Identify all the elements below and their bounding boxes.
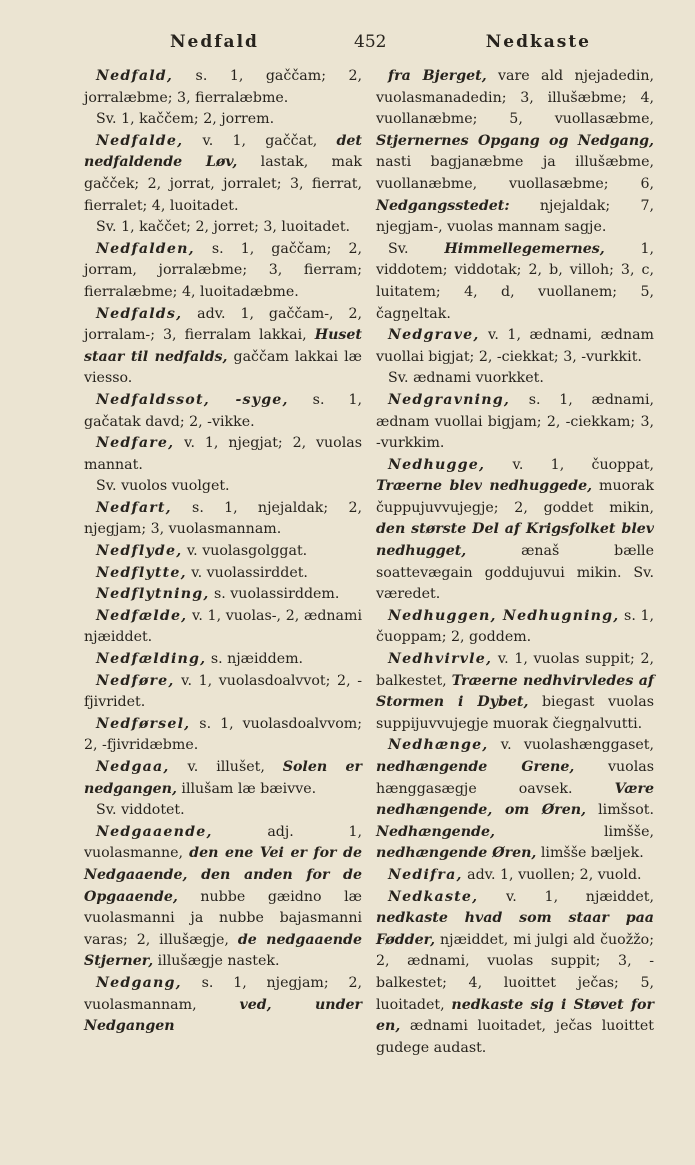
headword: Nedgaaende, (96, 823, 213, 840)
entry-text: v. 1, njegjat; 2, vuolas mannat. (84, 435, 362, 473)
example: Være nedhængende, om Øren, (376, 780, 654, 819)
headword: Nedhuggen, Nedhugning, (388, 607, 620, 624)
dictionary-entry (84, 109, 362, 131)
headword: Nedgrave, (388, 327, 480, 344)
example: fra Bjerget, (388, 68, 487, 84)
entry-text: v. 1, vuolas-, 2, ædnami njæiddet. (84, 607, 362, 646)
entry-text: v. 1, ædnami, ædnam vuollai bigjat; 2, -ciekkat; 3, -vurkkit. (376, 327, 654, 365)
example: Nedhængende, (376, 823, 495, 840)
dictionary-entry (376, 606, 654, 649)
dictionary-entry (376, 390, 654, 455)
headword: Nedføre, (96, 672, 175, 689)
example: det nedfaldende Løv, (84, 132, 362, 171)
headword: Nedkaste, (388, 888, 479, 905)
headword: Nedhugge, (388, 456, 486, 473)
entry-text: s. njæiddem. (206, 651, 304, 668)
headword: Nedhvirvle, (388, 651, 493, 668)
dictionary-entry (84, 714, 362, 757)
dictionary-entry (376, 735, 654, 865)
dictionary-entry (84, 800, 362, 822)
dictionary-entry (376, 368, 654, 390)
headword: Nedfalden, (96, 240, 195, 257)
entry-text: s. vuolassirddem. (209, 586, 340, 603)
entry-text: vuolas hænggasægje oavsek. (376, 759, 655, 797)
headword: Nedhænge, (388, 737, 489, 754)
headword: Nedfalds, (96, 305, 183, 322)
entry-text: nubbe gæidno læ vuolasmanni ja nubbe bajasmanni varas; 2, illušægje, (84, 888, 362, 948)
dictionary-entry (84, 66, 362, 109)
dictionary-entry (84, 476, 362, 498)
entry-text: limšše, (494, 823, 654, 840)
entry-text: s. 1, gaččam; 2, jorralæbme; 3, fierralæbme. (84, 68, 362, 106)
left-column (84, 66, 362, 1038)
entry-text: illušam læ bæivve. (176, 780, 317, 797)
dictionary-entry (376, 66, 654, 239)
example: ved, under Nedgangen (84, 996, 362, 1035)
dictionary-entry (84, 541, 362, 563)
entry-text: illušægje nastek. (153, 953, 280, 970)
entry-text: gaččam lakkai læ viesso. (84, 348, 362, 387)
example: den ene Vei er for de Nedgaaende, den anden for de Opgaaende, (84, 845, 362, 905)
example: Huset staar til nedfalds, (84, 327, 362, 365)
example: nedhængende Øren, (376, 845, 537, 862)
entry-text: v. 1, vuolasdoalvvot; 2, -fjivridet. (84, 672, 362, 711)
entry-text: Sv. 1, kaččem; 2, jorrem. (96, 111, 275, 128)
entry-text: ædnami luoitadet, ječas luoittet gudege audast. (376, 1018, 654, 1056)
entry-text: 1, viddotem; viddotak; 2, b, villoh; 3, c, luitatem; 4, d, vuollanem; 5, čagŋeltak. (376, 240, 654, 322)
headword: Nedfalde, (96, 132, 184, 149)
entry-text: s. 1, vuolasdoalvvom; 2, -fjivridæbme. (84, 715, 362, 754)
example: nedhængende Grene, (376, 759, 575, 775)
dictionary-entry (84, 217, 362, 239)
headword: Nedfælding, (96, 651, 207, 668)
dictionary-entry (84, 131, 362, 217)
dictionary-entry (84, 239, 362, 304)
example: Himmellegemernes, (444, 240, 605, 257)
entry-text: biegast vuolas suppijuvvujegje muorak čiegŋalvutti. (376, 694, 654, 732)
entry-text: muorak čuppujuvvujegje; 2, goddet mikin, (376, 478, 654, 516)
entry-text: v. vuolasgolggat. (182, 543, 308, 560)
example: nedkaste sig i Støvet for en, (376, 996, 654, 1035)
headword: Nedfart, (96, 499, 172, 516)
headword: Nedfælde, (96, 607, 188, 624)
entry-text: v. 1, njæiddet, (478, 888, 654, 905)
entry-text: adv. 1, vuollen; 2, vuold. (462, 866, 642, 883)
headword: Nedflyde, (96, 543, 183, 560)
entry-text: Sv. (388, 240, 445, 257)
entry-text: s. 1, njegjam; 2, vuolasmannam, (84, 974, 362, 1013)
entry-text: Sv. vuolos vuolget. (96, 478, 230, 495)
dictionary-entry (84, 584, 362, 606)
dictionary-entry (84, 649, 362, 671)
entry-text: s. 1, ædnami, ædnam vuollai bigjam; 2, -ciekkam; 3, -vurkkim. (376, 391, 654, 452)
example: de nedgaaende Stjerner, (84, 931, 362, 970)
example: Stjernernes Opgang og Nedgang, (376, 132, 654, 149)
headword: Nedifra, (388, 866, 463, 883)
entry-text: Sv. 1, kaččet; 2, jorret; 3, luoitadet. (96, 219, 351, 236)
dictionary-entry (376, 325, 654, 368)
example: nedkaste hvad som staar paa Fødder, (376, 910, 654, 948)
entry-text: v. 1, vuolas suppit; 2, balkestet, (376, 651, 654, 689)
dictionary-entry (84, 304, 362, 390)
entry-text: lastak, mak gačček; 2, jorrat, jorralet; 3, fierrat, fierralet; 4, luoitadet. (84, 154, 363, 214)
entry-text: limšsot. (586, 802, 654, 819)
headword: Nedflytning, (96, 586, 210, 603)
dictionary-entry (84, 563, 362, 585)
entry-text: Sv. viddotet. (96, 802, 185, 819)
entry-text: s. 1, njejaldak; 2, njegjam; 3, vuolasmannam. (84, 499, 362, 538)
example: den største Del af Krigsfolket blev nedhugget, (376, 521, 654, 560)
example: Solen er nedgangen, (84, 759, 362, 797)
entry-text: v. vuolashænggaset, (488, 737, 654, 754)
entry-text: ænaš bælle soattevægain goddujuvui mikin. Sv. væredet. (376, 543, 654, 603)
entry-text: v. illušet, (169, 759, 283, 775)
headword: Nedgang, (96, 974, 182, 991)
entry-text: s. 1, gačatak davd; 2, -vikke. (84, 391, 362, 430)
dictionary-entry (376, 239, 654, 325)
dictionary-entry (84, 671, 362, 714)
entry-text: s. 1, čuoppam; 2, goddem. (376, 607, 654, 646)
dictionary-entry (84, 433, 362, 476)
headword: Nedførsel, (96, 715, 191, 732)
entry-text: v. vuolassirddet. (186, 564, 308, 581)
entry-text: nasti bagjanæbme ja illušæbme, vuollanæbme, vuollasæbme; 6, (376, 154, 654, 192)
dictionary-entry (84, 606, 362, 649)
headword: Nedgravning, (388, 391, 511, 408)
headword: Nedflytte, (96, 564, 187, 581)
example: Nedgangsstedet: (376, 197, 510, 214)
dictionary-entry (84, 498, 362, 541)
header-left-word: Nedfald (170, 32, 259, 52)
header-right-word: Nedkaste (485, 32, 591, 52)
entry-text: s. 1, gaččam; 2, jorram, jorralæbme; 3, fierram; fierralæbme; 4, luoitadæbme. (84, 240, 362, 300)
right-column (376, 66, 654, 1059)
example: Træerne nedhvirvledes af Stormen i Dybet, (376, 672, 654, 711)
entry-text: njæiddet, mi julgi ald čuožžo; 2, ædnami, vuolas suppit; 3, - balkestet; 4, luoittet ječas; 5, luoitadet, (376, 931, 654, 1013)
headword: Nedfare, (96, 435, 175, 452)
page-number: 452 (354, 32, 387, 52)
dictionary-entry (84, 973, 362, 1038)
dictionary-entry (84, 390, 362, 433)
dictionary-entry (376, 455, 654, 606)
entry-text: adv. 1, gaččam-, 2, jorralam-; 3, fierralam lakkai, (84, 305, 362, 344)
headword: Nedgaa, (96, 759, 170, 775)
example: Træerne blev nedhuggede, (376, 478, 593, 495)
dictionary-entry (376, 887, 654, 1060)
entry-text: njejaldak; 7, njegjam-, vuolas mannam sagje. (376, 197, 654, 236)
page-header (84, 28, 611, 56)
dictionary-entry (84, 822, 362, 973)
headword: Nedfald, (96, 68, 174, 84)
entry-text: Sv. ædnami vuorkket. (388, 370, 544, 387)
dictionary-entry (84, 757, 362, 800)
headword: Nedfaldssot, -syge, (96, 391, 289, 408)
entry-text: v. 1, gaččat, (183, 132, 337, 149)
entry-text: v. 1, čuoppat, (485, 456, 654, 473)
entry-text: adj. 1, vuolasmanne, (84, 823, 362, 862)
dictionary-entry (376, 865, 654, 887)
entry-text: limšše bæljek. (536, 845, 644, 862)
dictionary-entry (376, 649, 654, 735)
entry-text: vare ald njejadedin, vuolasmanadedin; 3, illušæbme; 4, vuollanæbme; 5, vuollasæbme, (376, 68, 655, 128)
